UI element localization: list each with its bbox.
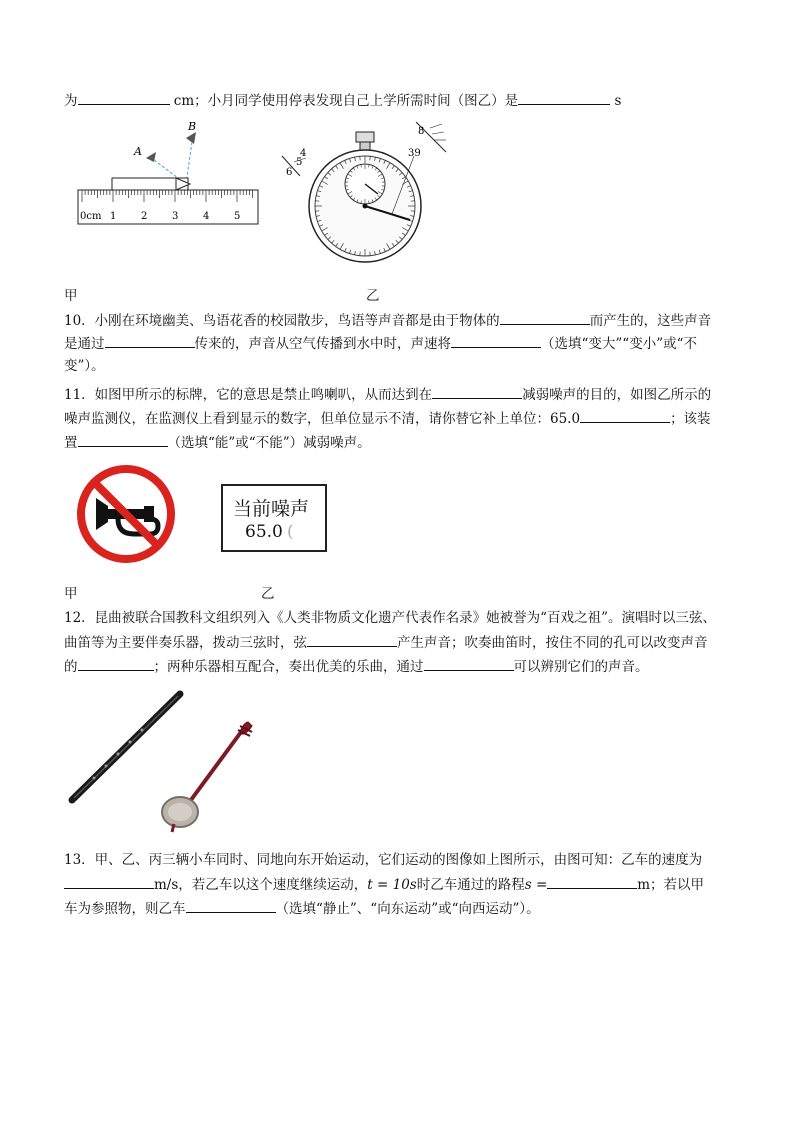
q9-unit2: s xyxy=(614,93,622,109)
q11-text-3a: 置 xyxy=(64,435,78,451)
q13-line-2 xyxy=(64,874,704,895)
no-horn-sign xyxy=(74,462,178,566)
q13-text-2a: m/s，若乙车以这个速度继续运动， xyxy=(154,877,368,893)
q12-text-2a: 曲笛等为主要伴奏乐器，拨动三弦时，弦 xyxy=(64,635,307,651)
monitor-unit-blurred: ( xyxy=(287,522,294,542)
q13-line-3 xyxy=(64,898,540,919)
q10-text-1a: 10．小刚在环境幽美、鸟语花香的校园散步，鸟语等声音都是由于物体的 xyxy=(64,313,500,329)
q9-unit1: cm；小月同学使用停表发现自己上学所需时间（图乙）是 xyxy=(173,93,519,109)
q11-caption-jia: 甲 xyxy=(64,586,78,602)
q9-caption-jia: 甲 xyxy=(64,288,78,304)
big-dial-39: 39 xyxy=(408,148,421,159)
monitor-value: 65.0 xyxy=(245,522,283,542)
q13-distance-symbol: s = xyxy=(524,877,548,893)
q11-blank-2[interactable] xyxy=(580,408,670,423)
q12-blank-3[interactable] xyxy=(424,656,514,671)
q11-text-1a: 11．如图甲所示的标牌，它的意思是禁止鸣喇叭，从而达到在 xyxy=(64,387,433,403)
q11-text-2b: ；该装 xyxy=(670,411,711,427)
instruments-figure xyxy=(64,688,284,834)
q11-blank-3[interactable] xyxy=(78,432,168,447)
monitor-title: 当前噪声 xyxy=(233,498,310,520)
ruler-tick-4: 4 xyxy=(203,211,210,222)
ruler-tick-3: 3 xyxy=(172,211,179,222)
q11-line-1 xyxy=(64,384,711,405)
ruler-tick-2: 2 xyxy=(141,211,148,222)
q9-prefix: 为 xyxy=(64,93,78,109)
q9-line xyxy=(64,90,621,111)
q13-blank-motion[interactable] xyxy=(186,898,276,913)
q10-text-1b: 而产生的，这些声音 xyxy=(589,313,712,329)
q10-text-2b: 传来的，声音从空气传播到水中时，声速将 xyxy=(194,336,451,352)
q11-line-2 xyxy=(64,408,711,429)
q13-blank-speed[interactable] xyxy=(64,874,154,889)
ruler xyxy=(78,190,258,224)
q13-text-2b: 时乙车通过的路程 xyxy=(416,877,525,893)
noise-monitor xyxy=(221,484,327,552)
sanxian-image xyxy=(162,722,252,832)
q10-line-2 xyxy=(64,333,697,354)
q10-text-2a: 是通过 xyxy=(64,336,105,352)
ruler-zero-label: 0cm xyxy=(80,211,102,222)
q12-line-1: 12．昆曲被联合国教科文组织列入《人类非物质文化遗产代表作名录》她被誉为“百戏之祖”。演唱时以三弦、 xyxy=(64,610,716,626)
q11-blank-1[interactable] xyxy=(432,384,522,399)
q11-caption-yi: 乙 xyxy=(261,586,275,602)
q11-text-1b: 减弱噪声的目的，如图乙所示的 xyxy=(522,387,712,403)
q12-text-3c: 可以辨别它们的声音。 xyxy=(513,659,649,675)
big-dial-8: 8 xyxy=(418,126,425,137)
q10-blank-1[interactable] xyxy=(500,310,590,325)
small-dial-4: 4 xyxy=(300,148,307,159)
ruler-figure xyxy=(74,118,264,228)
q11-text-3b: （选填“能”或“不能”）减弱噪声。 xyxy=(167,435,371,451)
q10-blank-3[interactable] xyxy=(451,333,541,348)
q9-blank-time[interactable] xyxy=(518,90,610,105)
q9-blank-length[interactable] xyxy=(78,90,170,105)
q13-line-1: 13．甲、乙、丙三辆小车同时、同地向东开始运动，它们运动的图像如上图所示，由图可知：乙车的速度为 xyxy=(64,852,703,868)
q12-text-3b: ；两种乐器相互配合，奏出优美的乐曲，通过 xyxy=(153,659,424,675)
q10-line-1 xyxy=(64,310,711,331)
stopwatch-figure xyxy=(280,118,450,268)
flute-image xyxy=(72,694,180,800)
q12-blank-2[interactable] xyxy=(78,656,154,671)
q12-blank-1[interactable] xyxy=(307,632,397,647)
q13-text-3a: 车为参照物，则乙车 xyxy=(64,901,186,917)
q12-line-3 xyxy=(64,656,649,677)
q12-text-2b: 产生声音；吹奏曲笛时，按住不同的孔可以改变声音 xyxy=(397,635,708,651)
q13-text-2c: m；若以甲 xyxy=(637,877,705,893)
q13-blank-distance[interactable] xyxy=(547,874,637,889)
ruler-tick-5: 5 xyxy=(234,211,241,222)
small-dial-zoom xyxy=(282,148,306,178)
q12-line-2 xyxy=(64,632,708,653)
q10-line-3: 变”）。 xyxy=(64,358,105,374)
q12-text-3a: 的 xyxy=(64,659,78,675)
q11-text-2a: 噪声监测仪，在监测仪上看到显示的数字，但单位显示不清，请你替它补上单位：65.0 xyxy=(64,411,581,427)
q11-line-3 xyxy=(64,432,371,453)
q10-blank-2[interactable] xyxy=(105,333,195,348)
small-dial-5: 5 xyxy=(296,157,303,168)
q13-time: t = 10s xyxy=(367,877,417,893)
q13-text-3b: （选填“静止”、“向东运动”或“向西运动”）。 xyxy=(275,901,540,917)
label-b: B xyxy=(188,120,197,133)
ruler-tick-1: 1 xyxy=(110,211,117,222)
small-dial-6: 6 xyxy=(286,167,293,178)
q10-text-2c: （选填“变大”“变小”或“不 xyxy=(541,336,698,352)
q9-caption-yi: 乙 xyxy=(366,288,380,304)
eye-b-icon xyxy=(186,132,196,144)
label-a: A xyxy=(134,145,142,158)
